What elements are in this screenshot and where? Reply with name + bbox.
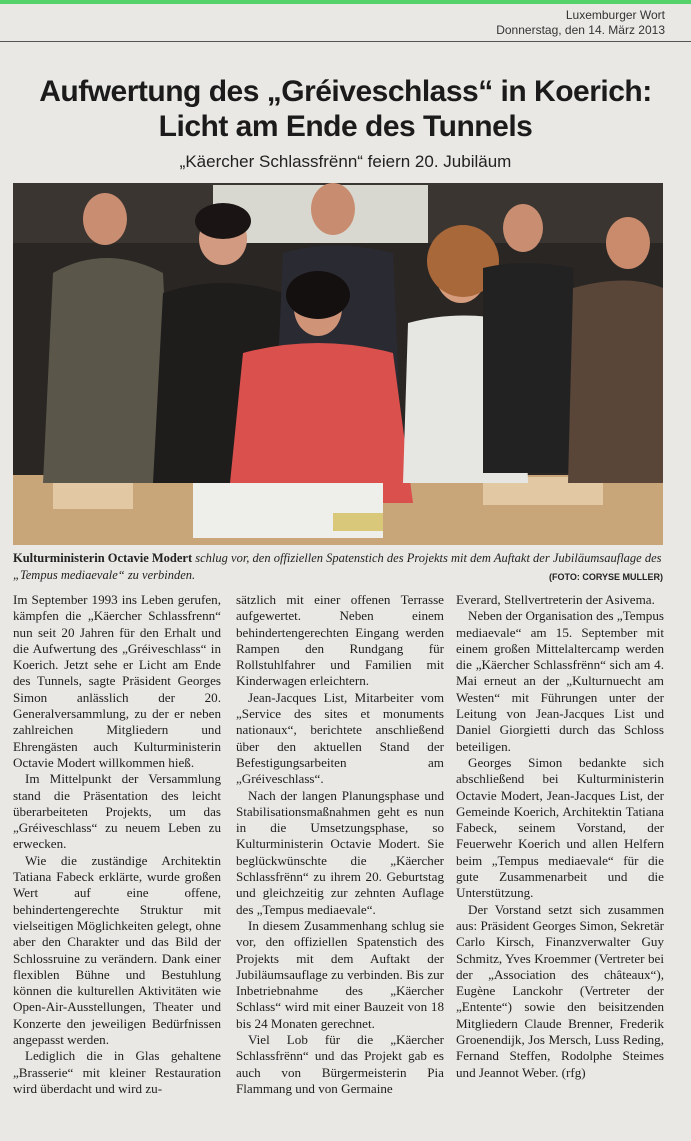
article-photo bbox=[13, 183, 663, 545]
paragraph: sätzlich mit einer offenen Terrasse aufgewertet. Neben einem behindertengerechten Eingang werden Rampen den Rundgang für Rollstuhlfahrer und Familien mit Kinderwagen erleichtern. bbox=[236, 592, 444, 689]
paragraph: Georges Simon bedankte sich abschließend bei Kulturministerin Octavie Modert, Jean-Jacques List, der Gemeinde Koerich, Architektin Tatiana Fabeck, seinem Vorstand, der Feuerwehr Koerich und allen Helfern beim „Tempus mediaevale“ für die gute Zusammenarbeit und die Unterstützung. bbox=[456, 754, 664, 901]
paragraph: Wie die zuständige Architektin Tatiana Fabeck erklärte, wurde großen Wert auf eine offene, behindertengerechte Struktur mit vielseitigen Möglichkeiten gelegt, ohne aber den Charakter und das Bild der Schlossruine zu verändern. Dank einer flexiblen Bühne und Bestuhlung können die kulturellen Aktivitäten wie Open-Air-Ausstellungen, Theater und Konzerte den jeweiligen Bedürfnissen angepasst werden. bbox=[13, 852, 221, 1048]
issue-date: Donnerstag, den 14. März 2013 bbox=[496, 23, 665, 37]
photo-credit: (FOTO: CORYSE MULLER) bbox=[549, 572, 663, 582]
article-column-1 bbox=[13, 592, 221, 1097]
paragraph: Everard, Stellvertreterin der Asivema. bbox=[456, 592, 655, 607]
paragraph: In diesem Zusammenhang schlug sie vor, den offiziellen Spatenstich des Projekts mit dem Auftakt der Jubiläumsauflage zu verbinden. Bis zur Inbetriebnahme des „Käercher Schlass“ wird mit einer Bauzeit von 18 bis 24 Monaten gerechnet. bbox=[236, 917, 444, 1031]
paragraph: Im September 1993 ins Leben gerufen, kämpfen die „Käercher Schlassfrenn“ nun seit 20 Jahren für den Erhalt und die Aufwertung des „Gréiveschlass“ in Koerich. Jetzt sehe er Licht am Ende des Tunnels, sagte Präsident Georges Simon anlässlich der 20. Generalversammlung, zu der er neben zahlreichen Mitgliedern und Ehrengästen auch Kulturministerin Octavie Modert willkommen hieß. bbox=[13, 592, 221, 770]
paragraph: Nach der langen Planungsphase und Stabilisationsmaßnahmen geht es nun in die Umsetzungsphase, so Kulturministerin Octavie Modert. Sie beglückwünschte die „Käercher Schlassfrënn“ zu ihrem 20. Geburtstag und gleichzeitig zur zehnten Auflage des „Tempus mediaevale“. bbox=[236, 787, 444, 917]
paragraph: Neben der Organisation des „Tempus mediaevale“ am 15. September mit einem großen Mittelaltercamp werden die „Käercher Schlassfrënn“ sich am 4. Mai erneut an der „Kulturnuecht am Westen“ mit Führungen unter der Leitung von Jean-Jacques List und Daniel Giorgietti durch das Schloss beteiligen. bbox=[456, 608, 664, 754]
page-header bbox=[496, 8, 665, 38]
photo-caption bbox=[13, 550, 663, 584]
paragraph: Viel Lob für die „Käercher Schlassfrënn“ und das Projekt gab es auch von Bürgermeisterin Pia Flammang und von Germaine bbox=[236, 1032, 444, 1096]
article-column-2 bbox=[236, 592, 444, 1097]
paragraph: Jean-Jacques List, Mitarbeiter vom „Service des sites et monuments nationaux“, berichtete anschließend über den aktuellen Stand der Befestigungsarbeiten am „Gréiveschlass“. bbox=[236, 689, 444, 787]
top-color-bar bbox=[0, 0, 691, 4]
headline-line-2: Licht am Ende des Tunnels bbox=[158, 110, 533, 143]
article-column-3 bbox=[456, 592, 664, 1081]
paragraph: Der Vorstand setzt sich zusammen aus: Präsident Georges Simon, Sekretär Carlo Kirsch, Finanzverwalter Guy Schmitz, Yves Kroemmer (Vertreter bei der „Association des châteaux“), Eugène Lanckohr (Vertreter der „Entente“) sowie den beisitzenden Mitgliedern Claude Brenner, Frederik Groenendijk, Jos Mersch, Luss Reding, Fernand Steffen, Rodolphe Steimes und Jeannot Weber. (rfg) bbox=[456, 901, 664, 1080]
paragraph: Im Mittelpunkt der Versammlung stand die Präsentation des leicht überarbeiteten Projekts, um das „Gréiveschlass“ zu neuem Leben zu erwecken. bbox=[13, 771, 221, 852]
caption-name: Kulturministerin Octavie Modert bbox=[13, 551, 193, 565]
headline-line-1: Aufwertung des „Gréiveschlass“ in Koerich: bbox=[39, 75, 652, 108]
header-rule bbox=[0, 41, 691, 42]
subtitle: „Käercher Schlassfrënn“ feiern 20. Jubiläum bbox=[179, 152, 512, 171]
newspaper-name: Luxemburger Wort bbox=[565, 8, 665, 22]
caption-text: schlug vor, den offiziellen Spatenstich des Projekts mit dem Auftakt der Jubiläumsauflage des „Tempus mediaevale“ zu verbinden. bbox=[13, 551, 662, 582]
headline bbox=[0, 74, 691, 144]
paragraph: Lediglich die in Glas gehaltene „Brasserie“ mit kleiner Restauration wird überdacht und wird zu- bbox=[13, 1048, 221, 1096]
